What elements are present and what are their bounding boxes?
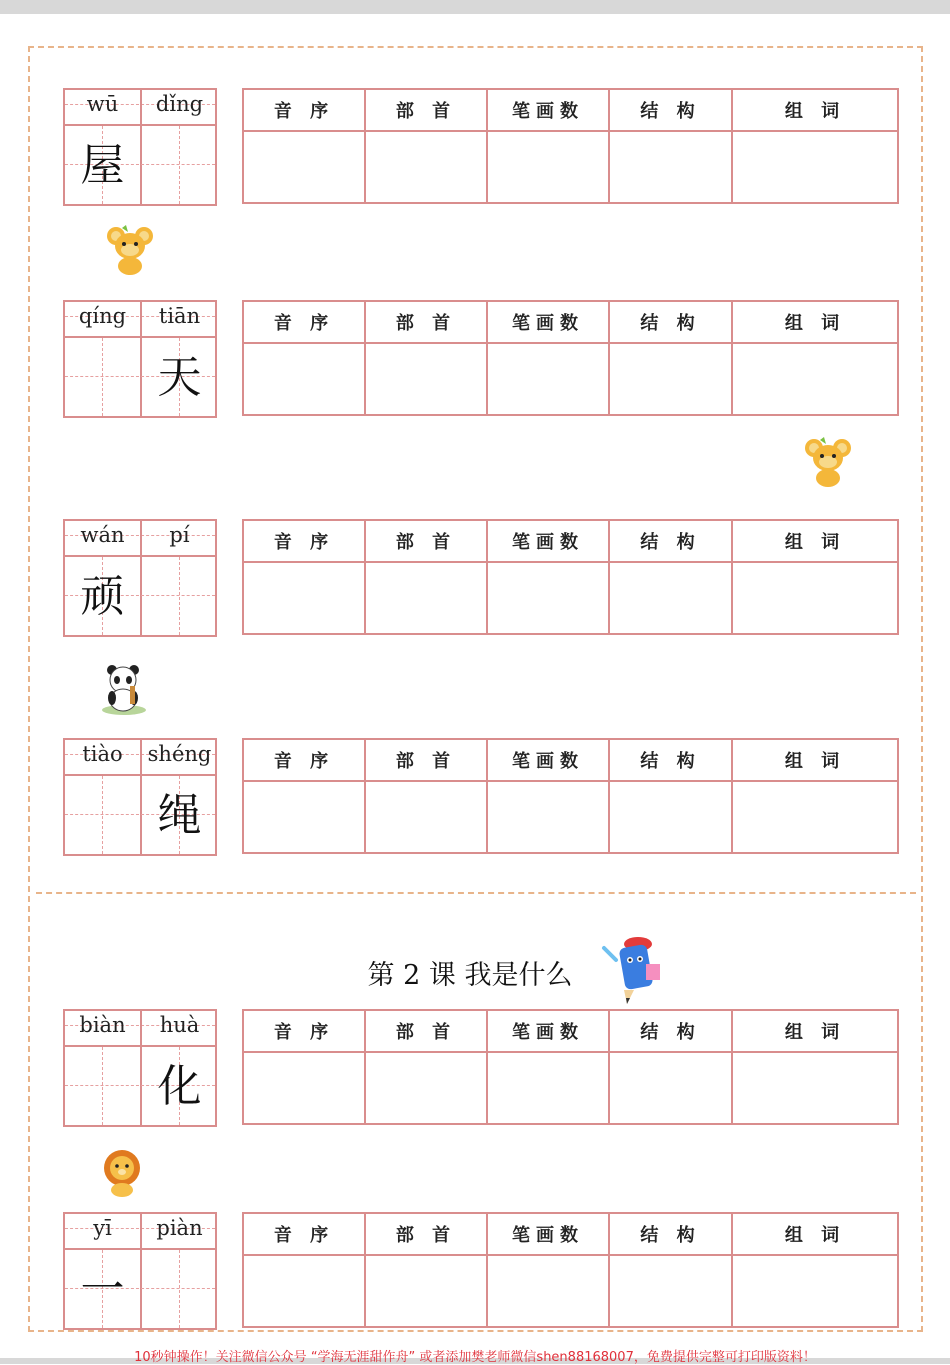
info-header-cell: 部 首	[366, 740, 488, 782]
answer-cell[interactable]	[610, 1256, 733, 1326]
info-header-cell: 组 词	[733, 521, 897, 563]
answer-cell[interactable]	[244, 344, 366, 414]
pinyin-label: qíng	[78, 304, 127, 328]
info-header-cell: 笔画数	[488, 740, 610, 782]
answer-cell[interactable]	[366, 782, 488, 852]
answer-cell[interactable]	[733, 1053, 897, 1123]
pinyin-label: pí	[169, 523, 190, 547]
answer-cell[interactable]	[610, 132, 733, 202]
character-info-table	[242, 88, 899, 204]
answer-cell[interactable]	[488, 132, 610, 202]
practice-row	[0, 1009, 950, 1129]
info-header-cell: 组 词	[733, 302, 897, 344]
pinyin-label: yī	[93, 1216, 112, 1240]
footer-notice: 10秒钟操作！关注微信公众号 “学海无涯甜作舟” 或者添加樊老师微信shen88168007，免费提供完整可打印版资料！	[134, 1350, 816, 1365]
info-header-cell: 组 词	[733, 1011, 897, 1053]
tianzige-grid	[63, 519, 217, 637]
pinyin-label: shéng	[147, 742, 212, 766]
info-header-cell: 结 构	[610, 1011, 733, 1053]
character-info-table	[242, 1212, 899, 1328]
pencil-mascot-icon	[600, 934, 666, 1008]
pinyin-label: tiān	[158, 304, 201, 328]
info-header-cell: 音 序	[244, 1011, 366, 1053]
answer-cell[interactable]	[244, 1256, 366, 1326]
answer-cell[interactable]	[733, 132, 897, 202]
info-header-cell: 组 词	[733, 1214, 897, 1256]
tianzige-grid	[63, 300, 217, 418]
info-header-cell: 部 首	[366, 1214, 488, 1256]
answer-cell[interactable]	[366, 132, 488, 202]
info-header-cell: 笔画数	[488, 521, 610, 563]
answer-cell[interactable]	[610, 782, 733, 852]
info-header-cell: 部 首	[366, 302, 488, 344]
practice-row	[0, 519, 950, 639]
answer-cell[interactable]	[366, 344, 488, 414]
answer-cell[interactable]	[366, 1053, 488, 1123]
info-header-cell: 笔画数	[488, 302, 610, 344]
character-info-table	[242, 1009, 899, 1125]
info-header-cell: 部 首	[366, 90, 488, 132]
answer-cell[interactable]	[610, 344, 733, 414]
info-header-cell: 部 首	[366, 521, 488, 563]
info-header-cell: 组 词	[733, 90, 897, 132]
hanzi-character: 一	[80, 1264, 125, 1315]
panda-icon	[100, 662, 148, 716]
practice-row	[0, 88, 950, 208]
answer-cell[interactable]	[488, 782, 610, 852]
answer-cell[interactable]	[244, 132, 366, 202]
info-header-cell: 音 序	[244, 302, 366, 344]
tianzige-grid	[63, 738, 217, 856]
answer-cell[interactable]	[488, 563, 610, 633]
hanzi-character: 顽	[80, 571, 125, 622]
tianzige-grid	[63, 88, 217, 206]
monkey-icon	[104, 222, 156, 276]
answer-cell[interactable]	[488, 1256, 610, 1326]
pinyin-label: piàn	[156, 1216, 203, 1240]
answer-cell[interactable]	[733, 344, 897, 414]
info-header-cell: 音 序	[244, 90, 366, 132]
pinyin-label: biàn	[79, 1013, 126, 1037]
info-header-cell: 音 序	[244, 521, 366, 563]
pinyin-label: wū	[86, 92, 119, 116]
answer-cell[interactable]	[733, 563, 897, 633]
info-header-cell: 结 构	[610, 90, 733, 132]
answer-cell[interactable]	[366, 1256, 488, 1326]
practice-row	[0, 300, 950, 420]
pinyin-label: dǐng	[155, 92, 204, 116]
tianzige-grid	[63, 1212, 217, 1330]
answer-cell[interactable]	[244, 1053, 366, 1123]
lesson-title: 第 2 课 我是什么	[367, 960, 573, 991]
hanzi-character: 化	[157, 1061, 202, 1112]
monkey-icon	[802, 434, 854, 488]
info-header-cell: 组 词	[733, 740, 897, 782]
answer-cell[interactable]	[488, 1053, 610, 1123]
answer-cell[interactable]	[733, 1256, 897, 1326]
info-header-cell: 音 序	[244, 1214, 366, 1256]
hanzi-character: 天	[157, 352, 202, 403]
info-header-cell: 笔画数	[488, 1214, 610, 1256]
answer-cell[interactable]	[366, 563, 488, 633]
character-info-table	[242, 300, 899, 416]
character-info-table	[242, 738, 899, 854]
pinyin-label: tiào	[82, 742, 123, 766]
pinyin-label: huà	[159, 1013, 200, 1037]
info-header-cell: 笔画数	[488, 1011, 610, 1053]
practice-row	[0, 738, 950, 858]
info-header-cell: 结 构	[610, 740, 733, 782]
info-header-cell: 结 构	[610, 1214, 733, 1256]
hanzi-character: 绳	[157, 790, 202, 841]
section-divider	[36, 892, 916, 894]
lion-icon	[100, 1148, 144, 1198]
answer-cell[interactable]	[733, 782, 897, 852]
info-header-cell: 结 构	[610, 521, 733, 563]
info-header-cell: 部 首	[366, 1011, 488, 1053]
tianzige-grid	[63, 1009, 217, 1127]
page-border	[28, 46, 923, 1332]
answer-cell[interactable]	[488, 344, 610, 414]
info-header-cell: 结 构	[610, 302, 733, 344]
info-header-cell: 音 序	[244, 740, 366, 782]
character-info-table	[242, 519, 899, 635]
pinyin-label: wán	[80, 523, 125, 547]
answer-cell[interactable]	[244, 782, 366, 852]
practice-row	[0, 1212, 950, 1332]
hanzi-character: 屋	[80, 140, 125, 191]
answer-cell[interactable]	[244, 563, 366, 633]
answer-cell[interactable]	[610, 1053, 733, 1123]
top-bar	[0, 0, 950, 14]
info-header-cell: 笔画数	[488, 90, 610, 132]
answer-cell[interactable]	[610, 563, 733, 633]
